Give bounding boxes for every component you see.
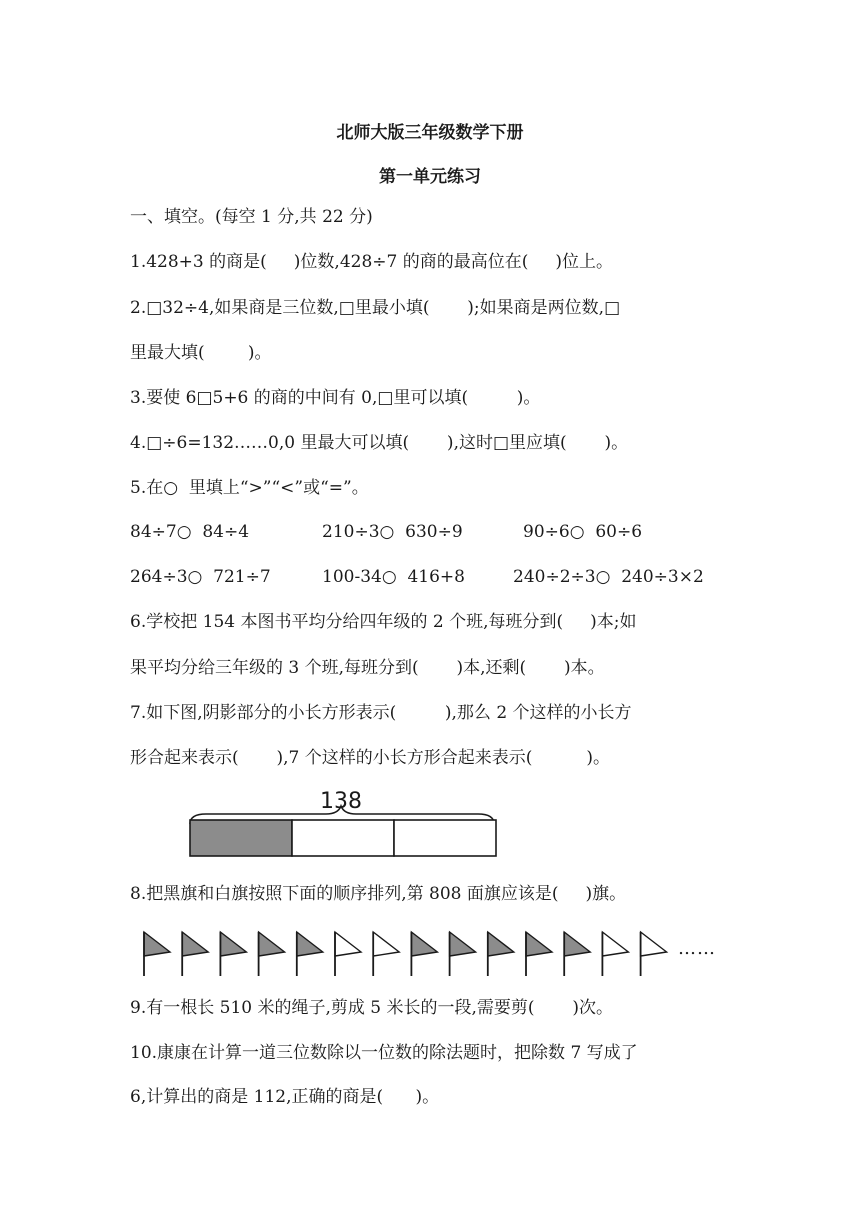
ellipsis: …… — [678, 938, 716, 959]
black-flag — [564, 932, 590, 976]
black-flag — [411, 932, 437, 976]
question-7-line-2: 形合起来表示( ),7 个这样的小长方形合起来表示( )。 — [130, 748, 611, 768]
question-9: 9.有一根长 510 米的绳子,剪成 5 米长的一段,需要剪( )次。 — [130, 998, 613, 1018]
black-flag — [259, 932, 285, 976]
black-flag — [450, 932, 476, 976]
black-flag — [144, 932, 170, 976]
comparison-item: 84÷7○ 84÷4 — [130, 522, 250, 542]
comparison-item: 100-34○ 416+8 — [322, 567, 465, 587]
comparison-item: 240÷2÷3○ 240÷3×2 — [513, 567, 704, 587]
section-heading: 一、填空。(每空 1 分,共 22 分) — [130, 207, 373, 227]
question-6-line-1: 6.学校把 154 本图书平均分给四年级的 2 个班,每班分到( )本;如 — [130, 612, 637, 632]
question-6-line-2: 果平均分给三年级的 3 个班,每班分到( )本,还剩( )本。 — [130, 658, 605, 678]
black-flag — [297, 932, 323, 976]
bar-figure — [186, 782, 506, 862]
figure-label: 138 — [320, 789, 362, 814]
white-flag — [602, 932, 628, 976]
comparison-item: 90÷6○ 60÷6 — [523, 522, 643, 542]
flag-sequence — [140, 928, 700, 978]
black-flag — [526, 932, 552, 976]
page-title: 北师大版三年级数学下册 — [336, 123, 524, 143]
question-2-line-1: 2.□32÷4,如果商是三位数,□里最小填( );如果商是两位数,□ — [130, 298, 621, 318]
page-subtitle: 第一单元练习 — [379, 167, 481, 187]
white-flag — [641, 932, 667, 976]
comparison-item: 210÷3○ 630÷9 — [322, 522, 463, 542]
bar-segment — [292, 820, 394, 856]
white-flag — [335, 932, 361, 976]
black-flag — [220, 932, 246, 976]
black-flag — [182, 932, 208, 976]
black-flag — [488, 932, 514, 976]
question-7-line-1: 7.如下图,阴影部分的小长方形表示( ),那么 2 个这样的小长方 — [130, 703, 632, 723]
comparison-item: 264÷3○ 721÷7 — [130, 567, 271, 587]
bar-segment — [394, 820, 496, 856]
shaded-segment — [190, 820, 292, 856]
question-8: 8.把黑旗和白旗按照下面的顺序排列,第 808 面旗应该是( )旗。 — [130, 884, 627, 904]
question-4: 4.□÷6=132……0,0 里最大可以填( ),这时□里应填( )。 — [130, 433, 629, 453]
white-flag — [373, 932, 399, 976]
question-5: 5.在○ 里填上“>”“<”或“=”。 — [130, 478, 369, 498]
question-3: 3.要使 6□5+6 的商的中间有 0,□里可以填( )。 — [130, 388, 541, 408]
question-10-line-1: 10.康康在计算一道三位数除以一位数的除法题时，把除数 7 写成了 — [130, 1043, 638, 1063]
question-10-line-2: 6,计算出的商是 112,正确的商是( )。 — [130, 1087, 440, 1107]
question-2-line-2: 里最大填( )。 — [130, 343, 272, 363]
question-1: 1.428+3 的商是( )位数,428÷7 的商的最高位在( )位上。 — [130, 252, 614, 272]
